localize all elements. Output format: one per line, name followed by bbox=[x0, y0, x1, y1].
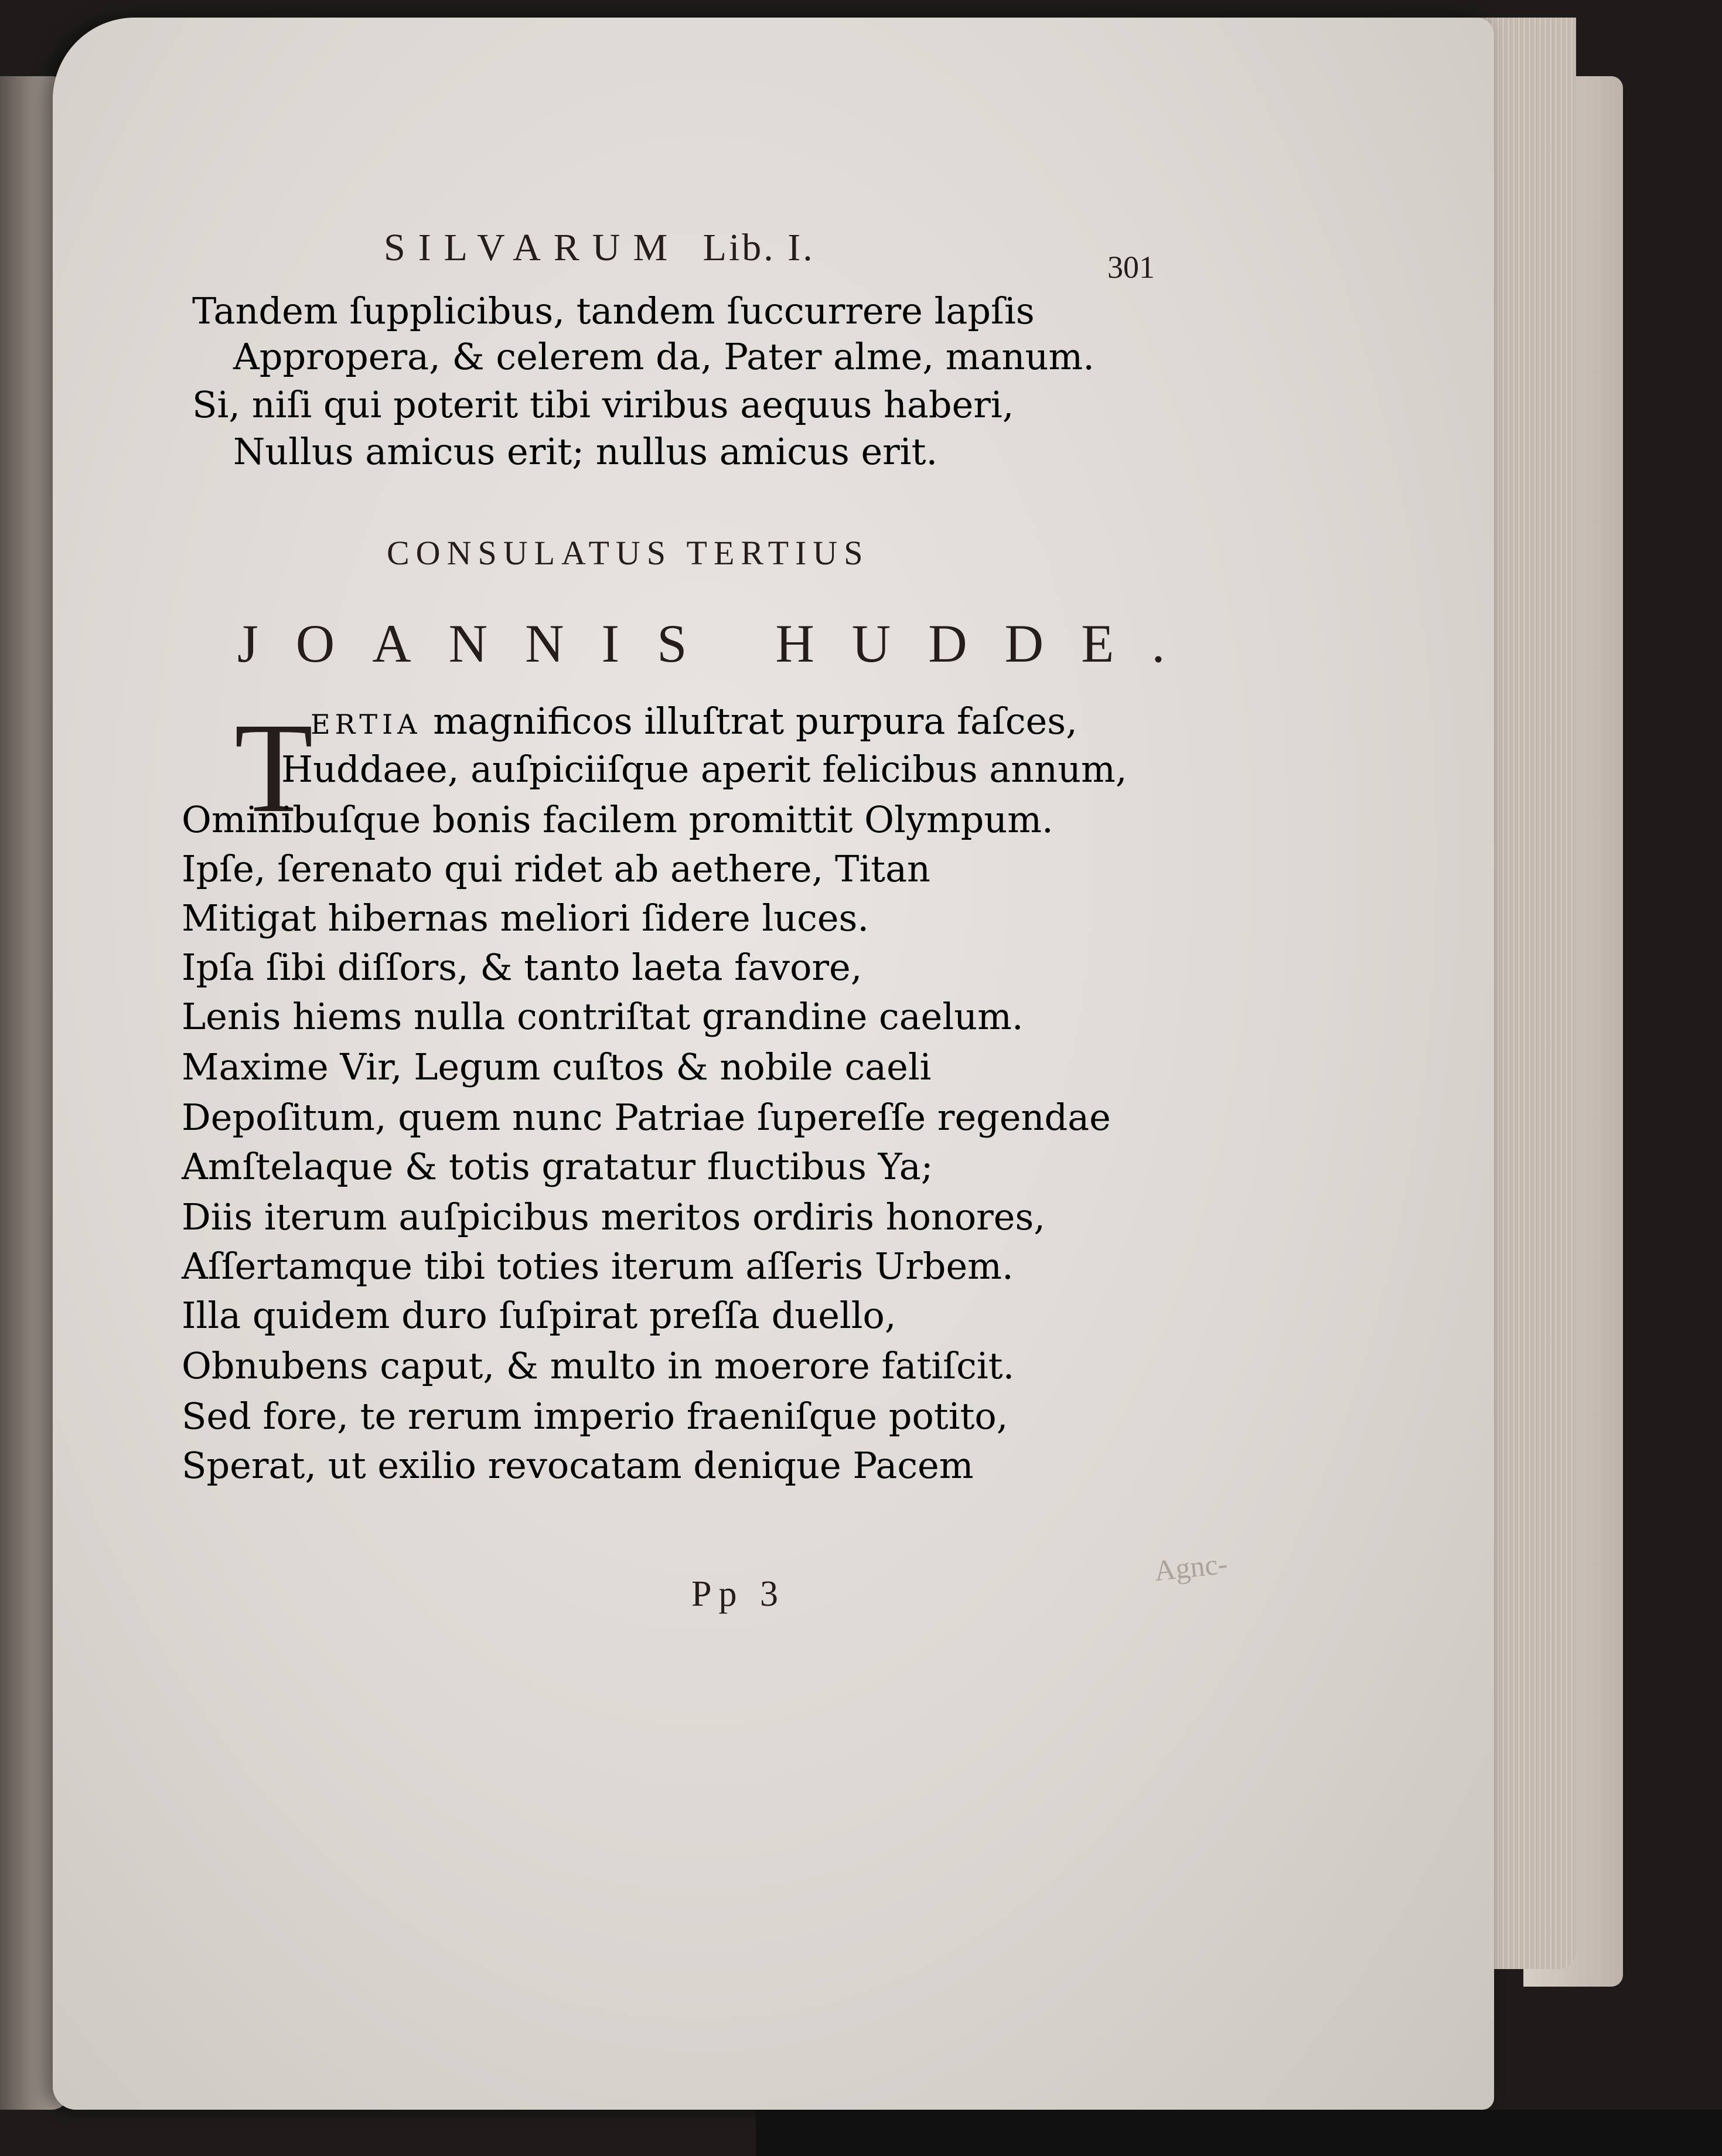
opening-line: Si, niſi qui poterit tibi viribus aequus haberi, bbox=[192, 383, 1014, 426]
poem-line: Obnubens caput, & multo in moerore fatiſcit. bbox=[182, 1344, 1015, 1387]
poem-line: Illa quidem duro ſuſpirat preſſa duello, bbox=[182, 1294, 896, 1337]
main-title: JOANNIS HUDDE. bbox=[237, 614, 1203, 673]
poem-line: Sperat, ut exilio revocatam denique Pacem bbox=[182, 1444, 974, 1487]
poem-line: Amſtelaque & totis gratatur fluctibus Ya; bbox=[182, 1145, 933, 1188]
background-shadow bbox=[756, 2110, 1722, 2156]
poem-line: Mitigat hibernas meliori ſidere luces. bbox=[182, 897, 869, 939]
poem-line: Aſſertamque tibi toties iterum aſſeris Urbem. bbox=[182, 1245, 1014, 1288]
first-line-text: magnificos illuſtrat purpura faſces, bbox=[433, 700, 1077, 742]
poem-first-line bbox=[311, 700, 1077, 742]
page-number: 301 bbox=[1107, 250, 1155, 285]
first-word-caps: ERTIA bbox=[311, 709, 422, 740]
signature-mark: Pp 3 bbox=[691, 1574, 785, 1614]
poem-line: Maxime Vir, Legum cuſtos & nobile caeli bbox=[182, 1045, 932, 1088]
poem-line: Lenis hiems nulla contriſtat grandine caelum. bbox=[182, 995, 1024, 1038]
running-head-book: Lib. I. bbox=[703, 226, 815, 269]
poem-line: Diis iterum auſpicibus meritos ordiris honores, bbox=[182, 1195, 1046, 1238]
poem-line: Huddaee, auſpiciiſque aperit felicibus annum, bbox=[281, 748, 1127, 791]
poem-line: Ominibuſque bonis facilem promittit Olympum. bbox=[182, 798, 1053, 841]
section-title: CONSULATUS TERTIUS bbox=[387, 534, 869, 572]
opening-line: Tandem ſupplicibus, tandem ſuccurrere lapſis bbox=[192, 289, 1035, 332]
running-head bbox=[384, 226, 815, 270]
poem-line: Ipſa ſibi diſſors, & tanto laeta favore, bbox=[182, 946, 862, 989]
poem-line: Ipſe, ſerenato qui ridet ab aethere, Titan bbox=[182, 847, 930, 890]
poem-line: Depoſitum, quem nunc Patriae ſupereſſe regendae bbox=[182, 1096, 1111, 1139]
running-head-title: SILVARUM bbox=[384, 226, 681, 269]
drop-cap: T bbox=[234, 696, 313, 839]
poem-line: Sed fore, te rerum imperio fraeniſque potito, bbox=[182, 1395, 1008, 1438]
catchword: Agnc- bbox=[1152, 1547, 1229, 1588]
opening-line: Nullus amicus erit; nullus amicus erit. bbox=[233, 430, 938, 473]
book-page bbox=[53, 18, 1494, 2110]
opening-line: Appropera, & celerem da, Pater alme, manum. bbox=[233, 335, 1094, 378]
